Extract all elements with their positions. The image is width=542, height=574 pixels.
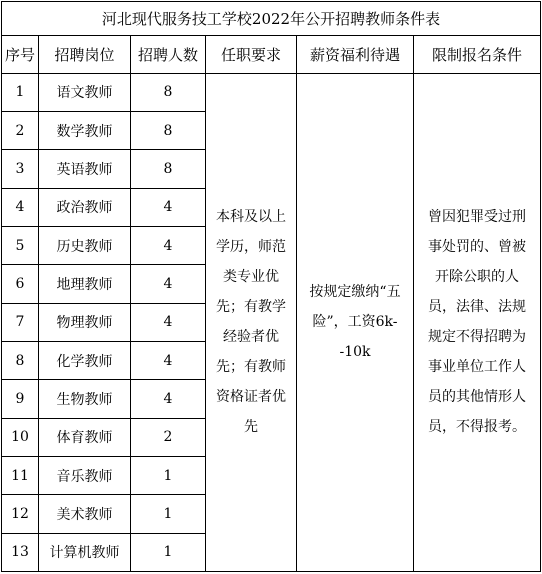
row-number: 12 — [2, 495, 39, 533]
recruitment-conditions-table — [1, 1, 541, 572]
header-salary: 薪资福利待遇 — [297, 36, 414, 73]
row-number: 7 — [2, 303, 39, 341]
row-position: 地理教师 — [39, 265, 131, 303]
requirements-line: 类专业优 — [223, 269, 279, 286]
restrictions-line: 员，不得报考。 — [428, 419, 526, 436]
header-number: 序号 — [2, 36, 39, 73]
restrictions-line: 开除公职的人 — [435, 269, 519, 286]
header-requirements: 任职要求 — [206, 36, 297, 73]
row-position: 体育教师 — [39, 418, 131, 456]
header-position: 招聘岗位 — [39, 36, 131, 73]
row-position: 音乐教师 — [39, 456, 131, 494]
row-position: 美术教师 — [39, 495, 131, 533]
row-count: 4 — [131, 226, 206, 264]
row-position: 化学教师 — [39, 341, 131, 379]
salary-line: 险”，工资6k- — [312, 314, 398, 331]
restrictions-cell-text — [422, 202, 532, 442]
row-number: 8 — [2, 341, 39, 379]
row-count: 8 — [131, 73, 206, 111]
table-title: 河北现代服务技工学校2022年公开招聘教师条件表 — [2, 2, 541, 36]
requirements-cell — [206, 73, 297, 571]
row-number: 5 — [2, 226, 39, 264]
row-count: 8 — [131, 150, 206, 188]
table-row — [2, 73, 541, 111]
salary-cell-text — [303, 277, 406, 367]
header-row — [2, 36, 541, 73]
requirements-line: 经验者优 — [223, 329, 279, 346]
header-restrictions: 限制报名条件 — [414, 36, 541, 73]
row-number: 3 — [2, 150, 39, 188]
salary-cell — [297, 73, 414, 571]
row-position: 语文教师 — [39, 73, 131, 111]
row-position: 物理教师 — [39, 303, 131, 341]
requirements-line: 本科及以上 — [216, 209, 286, 226]
salary-line: -10k — [339, 344, 371, 361]
row-position: 英语教师 — [39, 150, 131, 188]
row-count: 8 — [131, 111, 206, 149]
row-number: 10 — [2, 418, 39, 456]
requirements-line: 先；有教师 — [216, 359, 286, 376]
row-position: 生物教师 — [39, 380, 131, 418]
header-count: 招聘人数 — [131, 36, 206, 73]
row-number: 13 — [2, 533, 39, 571]
row-count: 4 — [131, 265, 206, 303]
row-number: 1 — [2, 73, 39, 111]
row-count: 4 — [131, 188, 206, 226]
restrictions-line: 员的其他情形人 — [428, 389, 526, 406]
salary-line: 按规定缴纳“五 — [309, 284, 401, 301]
row-number: 6 — [2, 265, 39, 303]
requirements-cell-text — [210, 202, 292, 442]
requirements-line: 学历，师范 — [216, 239, 286, 256]
row-count: 4 — [131, 341, 206, 379]
row-position: 数学教师 — [39, 111, 131, 149]
row-number: 2 — [2, 111, 39, 149]
restrictions-line: 事处罚的、曾被 — [428, 239, 526, 256]
restrictions-line: 曾因犯罪受过刑 — [428, 209, 526, 226]
row-count: 4 — [131, 380, 206, 418]
requirements-line: 资格证者优 — [216, 389, 286, 406]
row-number: 11 — [2, 456, 39, 494]
row-position: 政治教师 — [39, 188, 131, 226]
restrictions-cell — [414, 73, 541, 571]
restrictions-line: 规定不得招聘为 — [428, 329, 526, 346]
title-row — [2, 2, 541, 36]
row-count: 1 — [131, 456, 206, 494]
row-count: 4 — [131, 303, 206, 341]
row-position: 历史教师 — [39, 226, 131, 264]
row-count: 1 — [131, 533, 206, 571]
row-number: 9 — [2, 380, 39, 418]
row-count: 2 — [131, 418, 206, 456]
row-number: 4 — [2, 188, 39, 226]
row-position: 计算机教师 — [39, 533, 131, 571]
requirements-line: 先 — [244, 419, 258, 436]
requirements-line: 先；有教学 — [216, 299, 286, 316]
restrictions-line: 事业单位工作人 — [428, 359, 526, 376]
row-count: 1 — [131, 495, 206, 533]
restrictions-line: 员，法律、法规 — [428, 299, 526, 316]
